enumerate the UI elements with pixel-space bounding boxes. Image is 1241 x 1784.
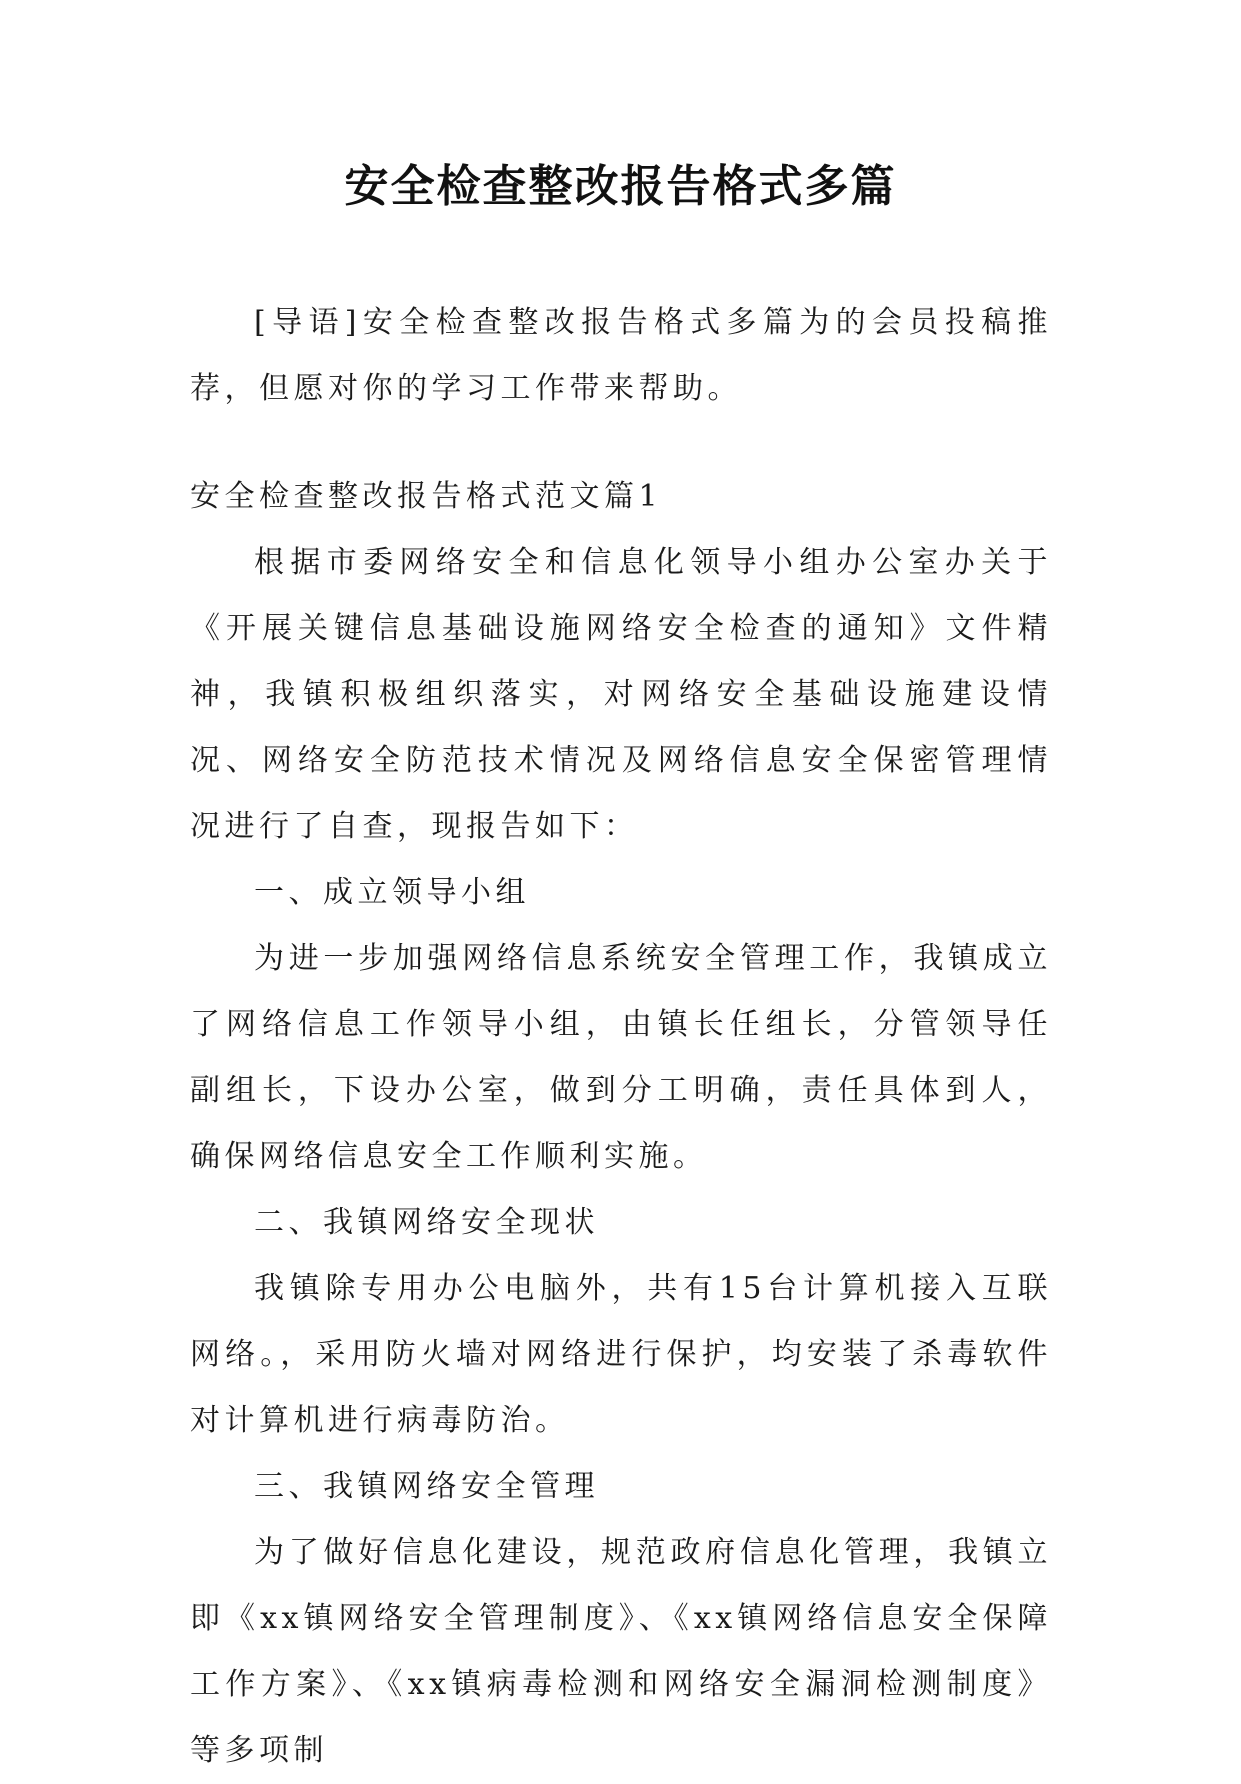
section-heading: 安全检查整改报告格式范文篇1 <box>190 479 663 514</box>
body-paragraph: 根据市委网络安全和信息化领导小组办公室办关于《开展关键信息基础设施网络安全检查的通知》文件精神，我镇积极组织落实，对网络安全基础设施建设情况、网络安全防范技术情况及网络信息安全保密管理情况进行了自查，现报告如下： <box>190 545 1052 844</box>
subheading: 二、我镇网络安全现状 <box>254 1205 599 1240</box>
subheading: 三、我镇网络安全管理 <box>254 1469 599 1504</box>
intro-paragraph: [导语]安全检查整改报告格式多篇为的会员投稿推荐，但愿对你的学习工作带来帮助。 <box>190 305 1052 406</box>
document-body <box>190 290 1052 1784</box>
document-title: 安全检查整改报告格式多篇 <box>344 161 897 212</box>
body-paragraph: 为进一步加强网络信息系统安全管理工作，我镇成立了网络信息工作领导小组，由镇长任组长，分管领导任副组长，下设办公室，做到分工明确，责任具体到人，确保网络信息安全工作顺利实施。 <box>190 941 1052 1174</box>
body-paragraph: 为了做好信息化建设，规范政府信息化管理，我镇立即《xx镇网络安全管理制度》、《xx镇网络信息安全保障工作方案》、《xx镇病毒检测和网络安全漏洞检测制度》等多项制 <box>190 1535 1052 1768</box>
subheading: 一、成立领导小组 <box>254 875 530 910</box>
body-paragraph: 我镇除专用办公电脑外，共有15台计算机接入互联网络。，采用防火墙对网络进行保护，均安装了杀毒软件对计算机进行病毒防治。 <box>190 1271 1052 1438</box>
